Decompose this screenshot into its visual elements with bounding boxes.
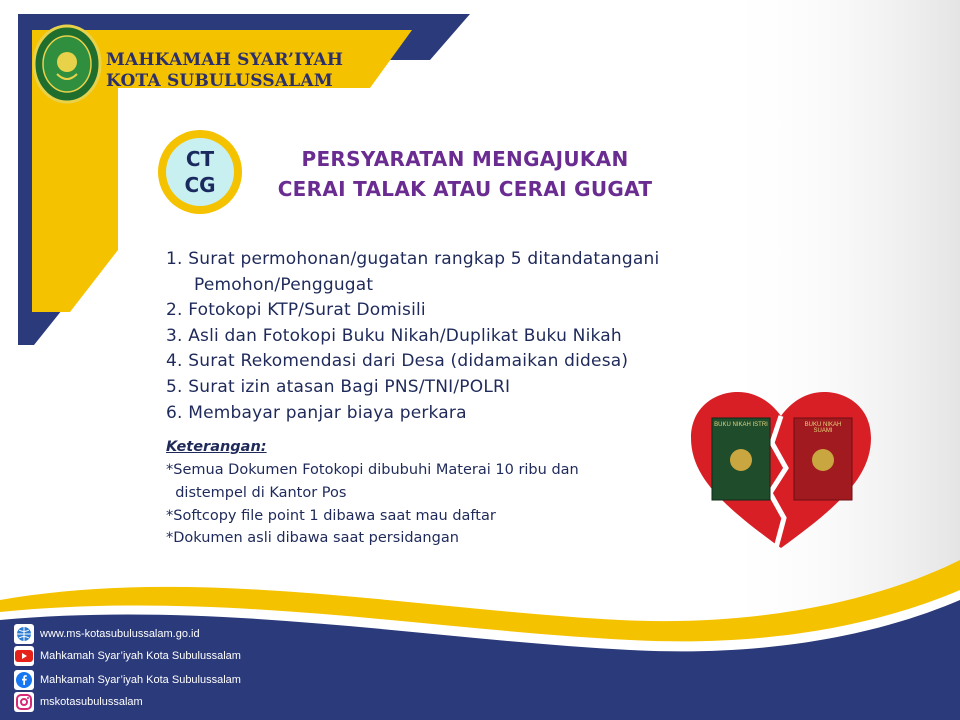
facebook-icon — [14, 670, 34, 690]
note-line: *Dokumen asli dibawa saat persidangan — [166, 530, 459, 546]
facebook-link[interactable]: Mahkamah Syar’iyah Kota Subulussalam — [40, 674, 241, 686]
footer-website[interactable] — [14, 623, 200, 645]
badge-line1: CT — [185, 147, 215, 171]
footer-facebook[interactable] — [14, 669, 241, 691]
requirement-item: 1. Surat permohonan/gugatan rangkap 5 ditandatangani — [166, 249, 660, 269]
requirement-item: 3. Asli dan Fotokopi Buku Nikah/Duplikat Buku Nikah — [166, 326, 622, 346]
notes-heading: Keterangan: — [166, 439, 267, 455]
instagram-icon — [14, 692, 34, 712]
ctcg-badge — [158, 130, 242, 214]
footer-youtube[interactable] — [14, 645, 241, 667]
footer-instagram[interactable] — [14, 691, 143, 713]
book-right-label: BUKU NIKAH SUAMI — [804, 422, 842, 434]
note-line: *Semua Dokumen Fotokopi dibubuhi Materai 10 ribu dan — [166, 462, 579, 478]
book-left-label: BUKU NIKAH ISTRI — [714, 422, 768, 428]
requirement-item: 4. Surat Rekomendasi dari Desa (didamaikan didesa) — [166, 351, 629, 371]
requirement-item: Pemohon/Penggugat — [166, 275, 374, 295]
instagram-link[interactable]: mskotasubulussalam — [40, 696, 143, 708]
requirement-item: 2. Fotokopi KTP/Surat Domisili — [166, 300, 426, 320]
requirement-item: 5. Surat izin atasan Bagi PNS/TNI/POLRI — [166, 377, 511, 397]
note-line: *Softcopy file point 1 dibawa saat mau daftar — [166, 508, 496, 524]
globe-icon — [14, 624, 34, 644]
court-name-line2: KOTA SUBULUSSALAM — [106, 71, 333, 91]
court-name-line1: MAHKAMAH SYAR’IYAH — [106, 50, 344, 70]
note-line: distempel di Kantor Pos — [166, 485, 347, 501]
youtube-icon — [14, 646, 34, 666]
page-title-line1: PERSYARATAN MENGAJUKAN — [301, 147, 629, 171]
broken-heart-illustration — [686, 388, 876, 550]
requirement-item: 6. Membayar panjar biaya perkara — [166, 403, 467, 423]
court-logo — [32, 24, 102, 104]
website-link[interactable]: www.ms-kotasubulussalam.go.id — [40, 628, 200, 640]
youtube-link[interactable]: Mahkamah Syar’iyah Kota Subulussalam — [40, 650, 241, 662]
badge-line2: CG — [184, 173, 216, 197]
page-title-line2: CERAI TALAK ATAU CERAI GUGAT — [277, 177, 653, 201]
